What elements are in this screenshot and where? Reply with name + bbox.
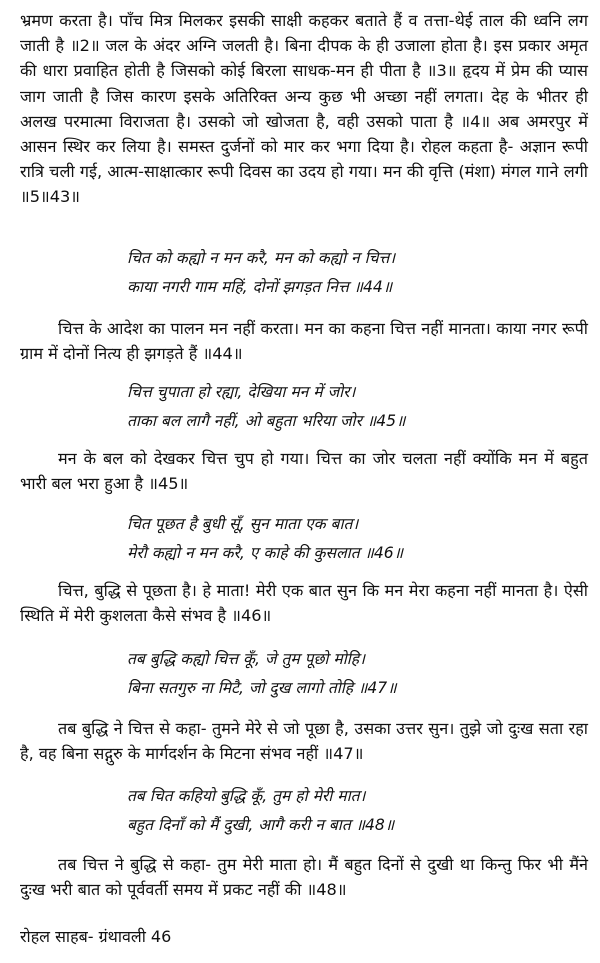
commentary-paragraph-48: तब चित्त ने बुद्धि से कहा- तुम मेरी माता हो। मैं बहुत दिनों से दुखी था किन्तु फिर भी मैंने दुःख भरी बात को पूर्ववर्ती समय में प्रकट नहीं की ॥48॥ bbox=[20, 855, 588, 900]
verse-47 bbox=[127, 645, 567, 703]
commentary-paragraph-46: चित्त, बुद्धि से पूछता है। हे माता! मेरी एक बात सुन कि मन मेरा कहना नहीं मानता है। ऐसी स्थिति में मेरी कुशलता कैसे संभव है ॥46॥ bbox=[20, 581, 588, 626]
commentary-paragraph-47: तब बुद्धि ने चित्त से कहा- तुमने मेरे से जो पूछा है, उसका उत्तर सुन। तुझे जो दुःख सता रहा है, वह बिना सद्गुरु के मार्गदर्शन के मिटना संभव नहीं ॥47॥ bbox=[20, 719, 588, 764]
commentary-paragraph-45: मन के बल को देखकर चित्त चुप हो गया। चित्त का जोर चलता नहीं क्योंकि मन में बहुत भारी बल भरा हुआ है ॥45॥ bbox=[20, 449, 588, 494]
verse-48 bbox=[127, 782, 567, 840]
verse-line: बिना सतगुरु ना मिटै, जो दुख लागो तोहि ॥47॥ bbox=[127, 679, 397, 697]
verse-line: चित पूछत है बुधी सूँ, सुन माता एक बात। bbox=[127, 515, 359, 533]
verse-line: तब बुद्धि कह्यो चित्त कूँ, जे तुम पूछो मोहि। bbox=[127, 650, 365, 668]
page-footer: रोहल साहब- ग्रंथावली 46 bbox=[20, 927, 172, 946]
verse-line: मेरौ कह्यो न मन करै, ए काहे की कुसलात ॥46॥ bbox=[127, 544, 404, 562]
verse-line: तब चित कहियो बुद्धि कूँ, तुम हो मेरी मात। bbox=[127, 787, 366, 805]
commentary-paragraph-44: चित्त के आदेश का पालन मन नहीं करता। मन का कहना चित्त नहीं मानता। काया नगर रूपी ग्राम में दोनों नित्य ही झगड़ते हैं ॥44॥ bbox=[20, 319, 588, 364]
verse-line: काया नगरी गाम महिं, दोनों झगड़त नित्त ॥44॥ bbox=[127, 278, 393, 296]
commentary-paragraph-43: भ्रमण करता है। पाँच मित्र मिलकर इसकी साक्षी कहकर बताते हैं व तत्ता-थेई ताल की ध्वनि लग जाती है ॥2॥ जल के अंदर अग्नि जलती है। बिना दीपक के ही उजाला होता है। इस प्रकार अमृत की धारा प्रवाहित होती है जिसको कोई बिरला साधक-मन ही पीता है ॥3॥ हृदय में प्रेम की प्यास जाग जाती है जिस कारण इसके अतिरिक्त अन्य कुछ भी अच्छा नहीं लगता। देह के भीतर ही अलख परमात्मा विराजता है। उसको जो खोजता है, वही उसको पाता है ॥4॥ अब अमरपुर में आसन स्थिर कर लिया है। समस्त दुर्जनों को मार कर भगा दिया है। रोहल कहता है- अज्ञान रूपी रात्रि चली गई, आत्म-साक्षात्कार रूपी दिवस का उदय हो गया। मन की वृत्ति (मंशा) मंगल गाने लगी ॥5॥43॥ bbox=[20, 11, 588, 207]
verse-line: बहुत दिनाँ को मैं दुखी, आगै करी न बात ॥48॥ bbox=[127, 816, 395, 834]
verse-line: चित को कह्यो न मन करै, मन को कह्यो न चित्त। bbox=[127, 249, 396, 267]
verse-44 bbox=[127, 244, 567, 302]
verse-line: चित्त चुपाता हो रह्या, देखिया मन में जोर। bbox=[127, 383, 356, 401]
verse-line: ताका बल लागै नहीं, ओ बहुता भरिया जोर ॥45॥ bbox=[127, 412, 406, 430]
verse-45 bbox=[127, 378, 567, 436]
verse-46 bbox=[127, 510, 567, 568]
